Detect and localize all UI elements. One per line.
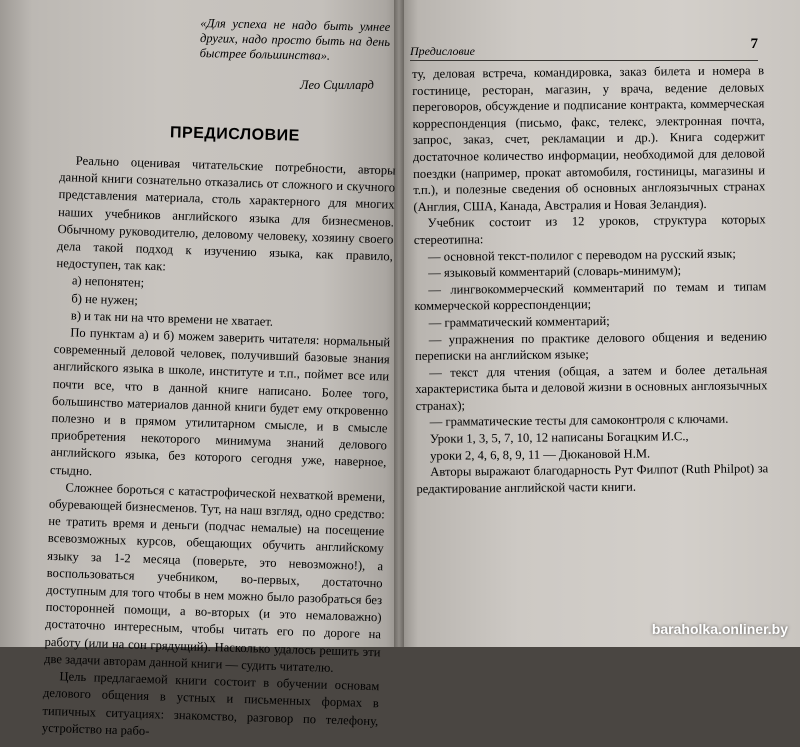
paragraph: По пунктам а) и б) можем заверить читателя: нормальный современный деловой человек, получивший базовые знания английского языка в школе, институте и т.п., поймет все или почти все, что в данной книге написано. Более того, большинство материалов данной книги будет ему откровенно полезно и в прямом утилитарном смысле, и в смысле приобретения некоторого минимума знаний делового английского языка, без которого сегодня уже, наверное, стыдно. (49, 325, 391, 478)
list-item: — грамматический комментарий; (428, 313, 610, 330)
paragraph: ту, деловая встреча, командировка, заказ билета и номера в гостинице, ресторан, магазин, у врача, ведение деловых переговоров, обсуждение и подписание контракта, коммерческая корреспонденция (письмо, факс, телекс, электронная почта, запрос, заказ, счет, рекламации и др.). Книга содержит достаточное количество информации, необходимой для деловой поездки (например, прокат автомобиля, гостиницы, магазины и т.п.), и полезные сведения об основных англоязычных странах (Англия, США, Канада, Австралия и Новая Зеландия). (412, 63, 766, 214)
right-page-body (412, 62, 768, 497)
list-item: — лингвокоммерческий комментарий по темам и типам коммерческой корреспонденции; (414, 279, 767, 314)
paragraph: Авторы выражают благодарность Рут Филпот (Ruth Philpot) за редактирование английской части книги. (416, 461, 769, 496)
left-page-body (42, 152, 396, 747)
page-number: 7 (750, 36, 758, 52)
watermark: baraholka.onliner.by (651, 621, 788, 637)
list-item: б) не нужен; (71, 291, 139, 308)
list-item: — грамматические тесты для самоконтроля с ключами. (429, 412, 729, 430)
paragraph: Цель предлагаемой книги состоит в обучении основам делового общения в устных и письменных формах в типичных ситуациях: знакомство, разговор по телефону, устройство на рабо- (41, 669, 380, 738)
paragraph: Учебник состоит из 12 уроков, структура которых стереотипна: (413, 212, 766, 247)
book-spine (394, 0, 404, 647)
list-item: а) непонятен; (71, 273, 145, 291)
paragraph: уроки 2, 4, 6, 8, 9, 11 — Дюкановой Н.М. (430, 446, 651, 463)
page-title: ПРЕДИСЛОВИЕ (169, 124, 301, 145)
list-item: в) и так ни на что времени не хватает. (70, 308, 274, 329)
running-title: Предисловие (410, 44, 476, 58)
list-item: — текст для чтения (общая, а затем и более детальная характеристика быта и деловой жизни в основных англоязычных странах); (415, 361, 768, 413)
list-item: — упражнения по практике делового общения и ведению переписки на английском языке; (414, 328, 767, 364)
epigraph-quote: «Для успеха не надо быть умнее других, надо просто быть на день быстрее большинства». (199, 16, 391, 63)
epigraph-author: Лео Сциллард (300, 78, 374, 92)
paragraph: Реально оценивая читательские потребности, авторы данной книги сознательно отказались от сложного и скучного представления материала, столь характерного для многих наших учебников английского языка для бизнесменов. Обычному руководителю, деловому человеку, хозяину своего дела такой подход к изучению языка, как правило, недоступен, так как: (56, 153, 396, 274)
list-item: — основной текст-полилог с переводом на русский язык; (427, 246, 736, 264)
list-item: — языковый комментарий (словарь-минимум); (428, 263, 682, 280)
paragraph: Сложнее бороться с катастрофической нехваткой времени, обуревающей бизнесменов. Тут, на наш взгляд, одно средство: не тратить время и деньги (подчас немалые) на посещение всевозможных курсов, обещающих обучить английскому языку за 1-2 месяца (поверьте, это невозможно!), а воспользоваться учебником, во-первых, достаточно доступным для того чтобы в нем можно было разобраться без посторонней помощи, а во-вторых (и это немаловажно) достаточно интересным, чтобы читать его по дороге на работу (или на сон грядущий). Насколько удалось решить эти две задачи авторам данной книги — судить читателю. (43, 480, 386, 675)
running-header (410, 36, 758, 61)
paragraph: Уроки 1, 3, 5, 7, 10, 12 написаны Богацким И.С., (429, 429, 689, 446)
